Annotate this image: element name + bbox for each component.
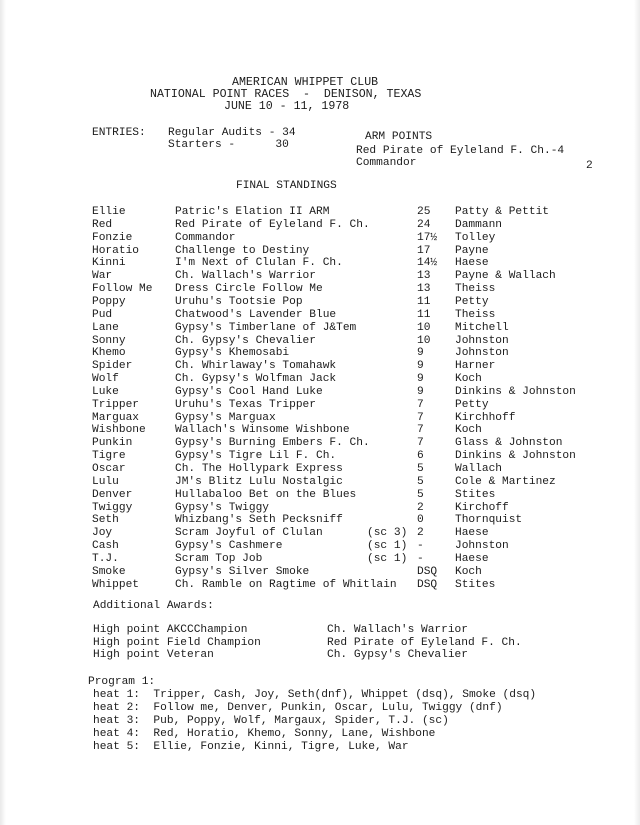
standings-row xyxy=(0,476,640,489)
owner: Johnston xyxy=(455,540,509,553)
points: 11 xyxy=(417,308,431,321)
owner: Theiss xyxy=(455,283,496,296)
points: 7 xyxy=(417,424,424,437)
points: - xyxy=(417,540,424,553)
dog-name: Ch. Gypsy's Wolfman Jack xyxy=(175,373,337,386)
dog-name: Gypsy's Khemosabi xyxy=(175,347,290,360)
dog-name: Ch. Gypsy's Chevalier xyxy=(175,334,316,347)
owner: Johnston xyxy=(455,334,509,347)
award-row xyxy=(0,649,640,662)
dog-name: Scram Joyful of Clulan xyxy=(175,527,323,540)
dog-name: Uruhu's Tootsie Pop xyxy=(175,295,303,308)
award-winner: Ch. Gypsy's Chevalier xyxy=(327,649,468,661)
call-name: Pud xyxy=(92,308,113,321)
standings-row xyxy=(0,257,640,270)
call-name: Joy xyxy=(92,527,113,540)
standings-row xyxy=(0,232,640,245)
points: 13 xyxy=(417,283,431,296)
call-name: War xyxy=(92,270,113,283)
heat-line: heat 4: Red, Horatio, Khemo, Sonny, Lane, Wishbone xyxy=(93,728,436,740)
standings-row xyxy=(0,283,640,296)
points: 5 xyxy=(417,463,424,475)
dog-name: Ch. The Hollypark Express xyxy=(175,463,343,475)
owner: Glass & Johnston xyxy=(455,437,563,450)
owner: Patty & Pettit xyxy=(455,206,549,218)
standings-row xyxy=(0,579,640,592)
standings-row xyxy=(0,553,640,566)
call-name: Red xyxy=(92,218,113,231)
owner: Haese xyxy=(455,257,489,270)
standings-row xyxy=(0,489,640,502)
call-name: Cash xyxy=(92,540,119,553)
points: 14½ xyxy=(417,257,438,270)
standings-row xyxy=(0,373,640,386)
dog-name: Patric's Elation II ARM xyxy=(175,206,330,218)
standings-row xyxy=(0,245,640,258)
award-row xyxy=(0,624,640,637)
owner: Mitchell xyxy=(455,321,509,334)
owner: Koch xyxy=(455,565,482,578)
dog-name: Gypsy's Silver Smoke xyxy=(175,565,310,578)
call-name: T.J. xyxy=(92,552,119,565)
call-name: Twiggy xyxy=(92,501,133,514)
arm-points-second-name: Commandor xyxy=(356,157,417,169)
owner: Dinkins & Johnston xyxy=(455,450,576,463)
entries-label: ENTRIES: xyxy=(92,127,146,139)
call-name: Wishbone xyxy=(92,424,146,437)
standings-row xyxy=(0,399,640,412)
arm-points-second-value: 2 xyxy=(586,160,593,172)
scratch-note: (sc 1) xyxy=(367,540,408,553)
owner: Stites xyxy=(455,578,496,591)
award-winner: Red Pirate of Eyleland F. Ch. xyxy=(327,636,522,649)
dog-name: Dress Circle Follow Me xyxy=(175,283,323,296)
dog-name: Wallach's Winsome Wishbone xyxy=(175,424,350,437)
starters-count: Starters - 30 xyxy=(168,139,289,151)
call-name: Horatio xyxy=(92,244,139,257)
dog-name: Gypsy's Cool Hand Luke xyxy=(175,385,323,398)
standings-row xyxy=(0,219,640,232)
standings-row xyxy=(0,463,640,476)
club-title: AMERICAN WHIPPET CLUB xyxy=(232,76,379,89)
owner: Haese xyxy=(455,527,489,540)
dog-name: Commandor xyxy=(175,231,236,244)
award-row xyxy=(0,637,640,650)
standings-row xyxy=(0,502,640,515)
dog-name: Gypsy's Timberlane of J&Tem xyxy=(175,321,357,334)
points: 2 xyxy=(417,501,424,514)
points: 0 xyxy=(417,514,424,527)
points: 2 xyxy=(417,527,424,540)
standings-row xyxy=(0,309,640,322)
standings-title: FINAL STANDINGS xyxy=(236,180,337,192)
dog-name: Hullabaloo Bet on the Blues xyxy=(175,488,357,501)
standings-row xyxy=(0,206,640,219)
dog-name: Gypsy's Cashmere xyxy=(175,540,283,553)
scratch-note: (sc 3) xyxy=(367,527,408,540)
call-name: Lane xyxy=(92,321,119,334)
owner: Koch xyxy=(455,424,482,437)
call-name: Kinni xyxy=(92,257,126,270)
event-dates: JUNE 10 - 11, 1978 xyxy=(224,100,350,113)
regular-audits: Regular Audits - 34 xyxy=(168,127,296,139)
awards-title: Additional Awards: xyxy=(93,600,214,612)
points: 5 xyxy=(417,475,424,488)
call-name: Marguax xyxy=(92,411,139,424)
award-label: High point Field Champion xyxy=(93,636,261,649)
standings-row xyxy=(0,270,640,283)
call-name: Wolf xyxy=(92,373,119,386)
owner: Harner xyxy=(455,360,496,373)
standings-row xyxy=(0,540,640,553)
call-name: Punkin xyxy=(92,437,133,450)
call-name: Luke xyxy=(92,385,119,398)
standings-row xyxy=(0,296,640,309)
standings-row xyxy=(0,527,640,540)
call-name: Tigre xyxy=(92,450,126,463)
heat-line: heat 1: Tripper, Cash, Joy, Seth(dnf), Whippet (dsq), Smoke (dsq) xyxy=(93,689,537,701)
points: 5 xyxy=(417,488,424,501)
owner: Haese xyxy=(455,552,489,565)
dog-name: Ch. Ramble on Ragtime of Whitlain xyxy=(175,578,397,591)
points: - xyxy=(417,552,424,565)
dog-name: Gypsy's Tigre Lil F. Ch. xyxy=(175,450,337,463)
points: 25 xyxy=(417,206,431,218)
call-name: Fonzie xyxy=(92,231,133,244)
program-title: Program 1: xyxy=(88,676,156,688)
dog-name: Gypsy's Marguax xyxy=(175,411,276,424)
points: 9 xyxy=(417,360,424,373)
owner: Payne & Wallach xyxy=(455,270,556,283)
dog-name: Red Pirate of Eyleland F. Ch. xyxy=(175,218,370,231)
points: 7 xyxy=(417,437,424,450)
standings-row xyxy=(0,514,640,527)
award-label: High point AKCCChampion xyxy=(93,624,248,636)
owner: Cole & Martinez xyxy=(455,475,556,488)
dog-name: Uruhu's Texas Tripper xyxy=(175,398,316,411)
points: 17 xyxy=(417,244,431,257)
dog-name: Ch. Wallach's Warrior xyxy=(175,270,316,283)
standings-row xyxy=(0,360,640,373)
call-name: Oscar xyxy=(92,463,126,475)
owner: Petty xyxy=(455,398,489,411)
arm-points-title: ARM POINTS xyxy=(365,131,433,143)
points: 9 xyxy=(417,385,424,398)
points: 9 xyxy=(417,373,424,386)
heat-line: heat 3: Pub, Poppy, Wolf, Margaux, Spider, T.J. (sc) xyxy=(93,715,449,727)
dog-name: Chatwood's Lavender Blue xyxy=(175,308,337,321)
owner: Wallach xyxy=(455,463,502,475)
call-name: Smoke xyxy=(92,565,126,578)
owner: Payne xyxy=(455,244,489,257)
points: DSQ xyxy=(417,578,438,591)
points: 6 xyxy=(417,450,424,463)
owner: Tolley xyxy=(455,231,496,244)
standings-row xyxy=(0,450,640,463)
dog-name: JM's Blitz Lulu Nostalgic xyxy=(175,475,343,488)
standings-row xyxy=(0,437,640,450)
scratch-note: (sc 1) xyxy=(367,552,408,565)
event-title: NATIONAL POINT RACES - DENISON, TEXAS xyxy=(150,88,422,101)
points: 10 xyxy=(417,321,431,334)
call-name: Spider xyxy=(92,360,133,373)
points: 13 xyxy=(417,270,431,283)
call-name: Khemo xyxy=(92,347,126,360)
owner: Petty xyxy=(455,295,489,308)
call-name: Whippet xyxy=(92,578,139,591)
dog-name: Ch. Whirlaway's Tomahawk xyxy=(175,360,337,373)
standings-row xyxy=(0,566,640,579)
owner: Thornquist xyxy=(455,514,523,527)
owner: Koch xyxy=(455,373,482,386)
dog-name: I'm Next of Clulan F. Ch. xyxy=(175,257,343,270)
call-name: Poppy xyxy=(92,295,126,308)
call-name: Tripper xyxy=(92,398,139,411)
call-name: Seth xyxy=(92,514,119,527)
owner: Kirchoff xyxy=(455,501,509,514)
dog-name: Whizbang's Seth Pecksniff xyxy=(175,514,343,527)
standings-row xyxy=(0,424,640,437)
call-name: Ellie xyxy=(92,206,126,218)
dog-name: Gypsy's Burning Embers F. Ch. xyxy=(175,437,370,450)
points: 7 xyxy=(417,411,424,424)
heat-line: heat 2: Follow me, Denver, Punkin, Oscar, Lulu, Twiggy (dnf) xyxy=(93,702,503,714)
standings-row xyxy=(0,322,640,335)
heat-line: heat 5: Ellie, Fonzie, Kinni, Tigre, Luke, War xyxy=(93,741,409,753)
award-winner: Ch. Wallach's Warrior xyxy=(327,624,468,636)
call-name: Lulu xyxy=(92,475,119,488)
owner: Theiss xyxy=(455,308,496,321)
owner: Dinkins & Johnston xyxy=(455,385,576,398)
standings-row xyxy=(0,386,640,399)
call-name: Denver xyxy=(92,488,133,501)
dog-name: Scram Top Job xyxy=(175,552,263,565)
owner: Johnston xyxy=(455,347,509,360)
points: 11 xyxy=(417,295,431,308)
points: 9 xyxy=(417,347,424,360)
standings-row xyxy=(0,335,640,348)
dog-name: Gypsy's Twiggy xyxy=(175,501,269,514)
owner: Kirchhoff xyxy=(455,411,516,424)
points: 10 xyxy=(417,334,431,347)
call-name: Sonny xyxy=(92,334,126,347)
standings-row xyxy=(0,412,640,425)
owner: Stites xyxy=(455,488,496,501)
arm-points-first: Red Pirate of Eyleland F. Ch.-4 xyxy=(356,145,565,157)
points: 17½ xyxy=(417,231,438,244)
points: 7 xyxy=(417,398,424,411)
award-label: High point Veteran xyxy=(93,649,214,661)
dog-name: Challenge to Destiny xyxy=(175,244,310,257)
standings-row xyxy=(0,347,640,360)
call-name: Follow Me xyxy=(92,283,153,296)
points: DSQ xyxy=(417,565,438,578)
points: 24 xyxy=(417,218,431,231)
owner: Dammann xyxy=(455,218,502,231)
